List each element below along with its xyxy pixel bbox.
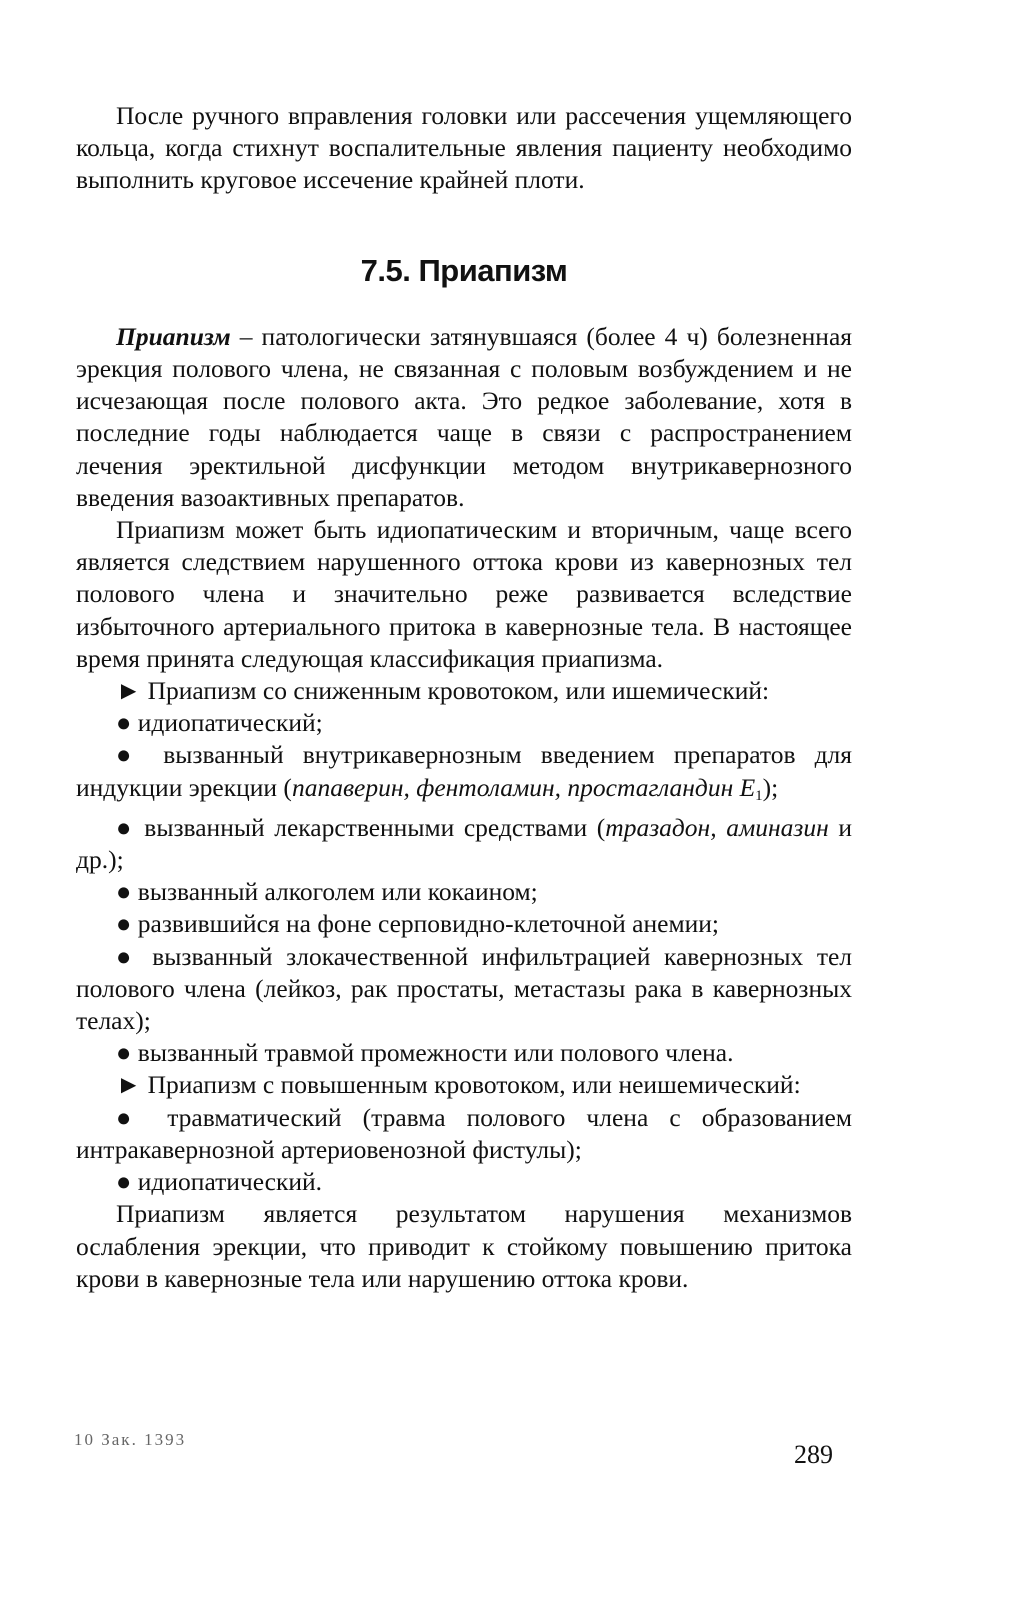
ischemic-category-title: Приапизм со сниженным кровотоком, или ишемический: <box>147 676 770 706</box>
list-item-suffix: ); <box>762 772 779 802</box>
classification-intro-paragraph: Приапизм может быть идиопатическим и вторичным, чаще всего является следствием нарушенного оттока крови из кавернозных тел полового члена и значительно реже развивается вследствие избыточного артериального притока в кавернозные тела. В настоящее время принята следующая классификация приапизма. <box>76 515 852 673</box>
list-item <box>76 908 852 940</box>
list-item-text: травматический (травма полового члена с образованием интракавернозной артериовенозной фистулы); <box>76 1102 853 1164</box>
defined-term: Приапизм <box>116 321 231 351</box>
nonischemic-category-title: Приапизм с повышенным кровотоком, или неишемический: <box>147 1070 801 1100</box>
bullet-icon: ● <box>116 812 135 842</box>
subscript: 1 <box>755 787 763 804</box>
page-number: 289 <box>794 1440 833 1469</box>
list-item-suffix: и др.); <box>76 812 852 875</box>
bullet-icon: ● <box>116 1102 147 1132</box>
bullet-icon: ● <box>116 941 139 971</box>
list-item <box>76 812 852 876</box>
bullet-icon: ● <box>116 877 132 907</box>
bullet-icon: ● <box>116 909 132 939</box>
list-item <box>76 1037 852 1069</box>
arrow-marker-icon: ► <box>116 1070 142 1100</box>
bullet-icon: ● <box>116 1038 132 1068</box>
list-item-text: вызванный внутрикавернозным введением препаратов для индукции эрекции ( <box>76 740 853 802</box>
drug-names: тразадон, аминазин <box>605 812 829 842</box>
list-item-text: идиопатический; <box>137 708 323 738</box>
bullet-icon: ● <box>116 1167 132 1197</box>
section-heading: 7.5. Приапизм <box>360 252 568 288</box>
bullet-icon: ● <box>116 740 145 770</box>
ischemic-category <box>76 675 852 707</box>
drug-names: папаверин, фентоламин, простагландин E <box>291 772 756 802</box>
bullet-icon: ● <box>116 708 132 738</box>
list-item <box>76 941 852 1038</box>
definition-text: – патологически затянувшаяся (более 4 ч) болезненная эрекция полового члена, не связанная с половым возбуждением и не исчезающая после полового акта. Это редкое заболевание, хотя в последние годы наблюдается чаще в связи с распространением лечения эректильной дисфункции методом внутрикавернозного введения вазоактивных препаратов. <box>76 321 852 512</box>
intro-paragraph: После ручного вправления головки или рассечения ущемляющего кольца, когда стихнут воспалительные явления пациенту необходимо выполнить круговое иссечение крайней плоти. <box>76 101 852 195</box>
list-item-text: развившийся на фоне серповидно-клеточной анемии; <box>137 909 719 939</box>
list-item <box>76 876 852 908</box>
list-item <box>76 707 852 739</box>
nonischemic-category <box>76 1069 852 1101</box>
list-item-text: вызванный лекарственными средствами ( <box>144 812 606 842</box>
text-column <box>76 100 852 1295</box>
definition-paragraph <box>76 321 852 514</box>
closing-paragraph: Приапизм является результатом нарушения механизмов ослабления эрекции, что приводит к стойкому повышению притока крови в кавернозные тела или нарушению оттока крови. <box>76 1199 852 1293</box>
list-item-text: вызванный злокачественной инфильтрацией кавернозных тел полового члена (лейкоз, рак простаты, метастазы рака в кавернозных телах); <box>76 941 853 1036</box>
list-item-text: вызванный травмой промежности или полового члена. <box>137 1038 734 1068</box>
arrow-marker-icon: ► <box>116 676 142 706</box>
list-item <box>76 1166 852 1198</box>
printer-mark: 10 Зак. 1393 <box>74 1430 187 1449</box>
list-item-text: вызванный алкоголем или кокаином; <box>137 877 538 907</box>
list-item <box>76 739 852 811</box>
list-item <box>76 1102 852 1166</box>
list-item-text: идиопатический. <box>137 1167 323 1197</box>
